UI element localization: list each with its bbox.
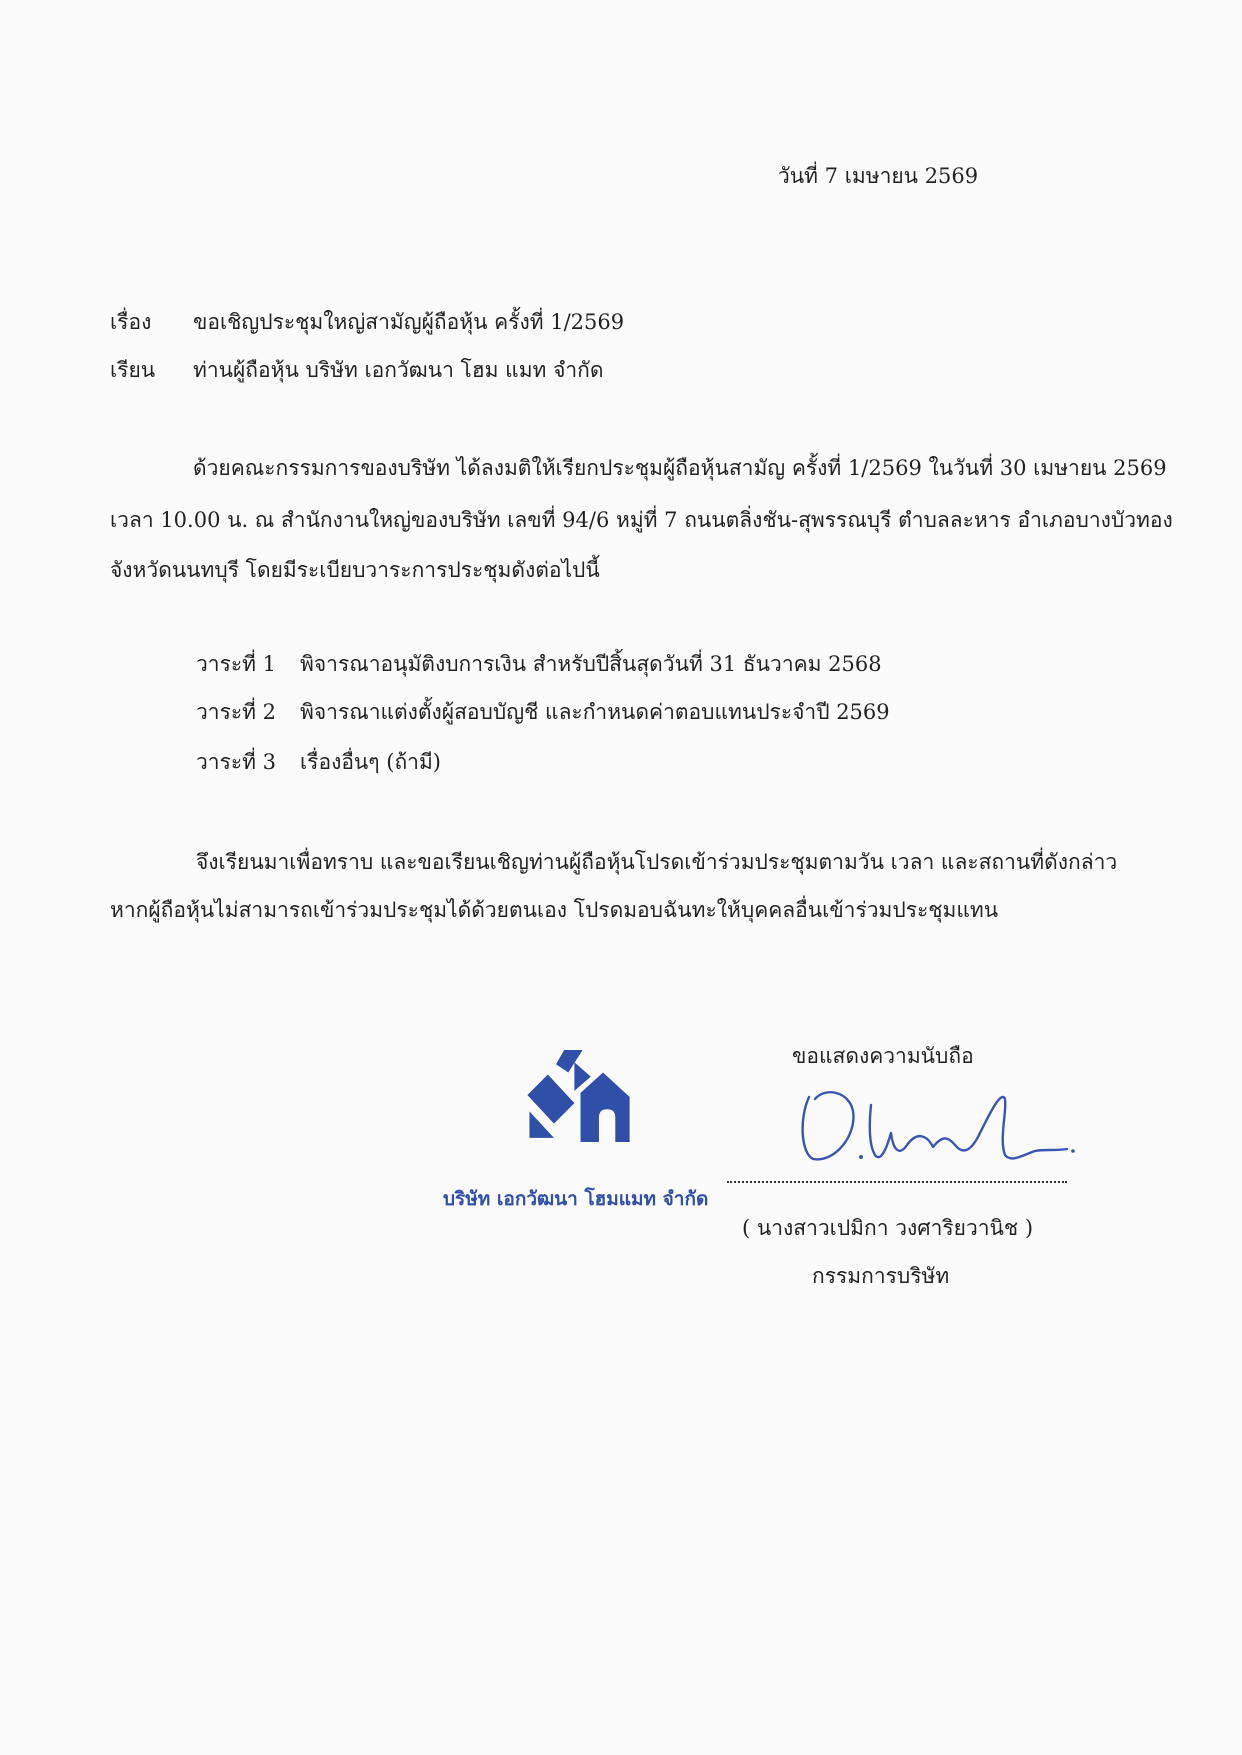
agenda-text-2: พิจารณาแต่งตั้งผู้สอบบัญชี และกำหนดค่าตอบแทนประจำปี 2569 bbox=[300, 700, 890, 724]
subject-text: ขอเชิญประชุมใหญ่สามัญผู้ถือหุ้น ครั้งที่ 1/2569 bbox=[193, 310, 625, 334]
valediction: ขอแสดงความนับถือ bbox=[792, 1044, 974, 1068]
agenda-text-1: พิจารณาอนุมัติงบการเงิน สำหรับปีสิ้นสุดวันที่ 31 ธันวาคม 2568 bbox=[300, 652, 882, 676]
letter-date: วันที่ 7 เมษายน 2569 bbox=[778, 164, 979, 188]
signature-image bbox=[795, 1075, 1075, 1167]
subject-label: เรื่อง bbox=[110, 310, 152, 334]
signatory-name: ( นางสาวเปมิกา วงศาริยวานิช ) bbox=[742, 1216, 1034, 1240]
intro-line-3: จังหวัดนนทบุรี โดยมีระเบียบวาระการประชุมดังต่อไปนี้ bbox=[110, 558, 600, 582]
recipient-label: เรียน bbox=[110, 358, 156, 382]
intro-line-2: เวลา 10.00 น. ณ สำนักงานใหญ่ของบริษัท เลขที่ 94/6 หมู่ที่ 7 ถนนตลิ่งชัน-สุพรรณบุรี ตำบลละหาร อำเภอบางบัวทอง bbox=[110, 508, 1173, 532]
agenda-label-2: วาระที่ 2 bbox=[196, 700, 277, 724]
closing-line-1: จึงเรียนมาเพื่อทราบ และขอเรียนเชิญท่านผู้ถือหุ้นโปรดเข้าร่วมประชุมตามวัน เวลา และสถานที่ดังกล่าว bbox=[196, 850, 1118, 874]
recipient-text: ท่านผู้ถือหุ้น บริษัท เอกวัฒนา โฮม แมท จำกัด bbox=[193, 358, 604, 382]
agenda-label-3: วาระที่ 3 bbox=[196, 750, 277, 774]
company-logo-icon bbox=[527, 1050, 630, 1142]
signatory-position: กรรมการบริษัท bbox=[812, 1264, 950, 1288]
agenda-label-1: วาระที่ 1 bbox=[196, 652, 277, 676]
company-seal-text: บริษัท เอกวัฒนา โฮมแมท จำกัด bbox=[443, 1188, 709, 1210]
intro-line-1: ด้วยคณะกรรมการของบริษัท ได้ลงมติให้เรียกประชุมผู้ถือหุ้นสามัญ ครั้งที่ 1/2569 ในวันที่ 30 เมษายน 2569 bbox=[193, 456, 1167, 480]
signature-line bbox=[727, 1181, 1067, 1183]
agenda-text-3: เรื่องอื่นๆ (ถ้ามี) bbox=[300, 750, 441, 774]
closing-line-2: หากผู้ถือหุ้นไม่สามารถเข้าร่วมประชุมได้ด้วยตนเอง โปรดมอบฉันทะให้บุคคลอื่นเข้าร่วมประชุมแทน bbox=[110, 898, 999, 922]
